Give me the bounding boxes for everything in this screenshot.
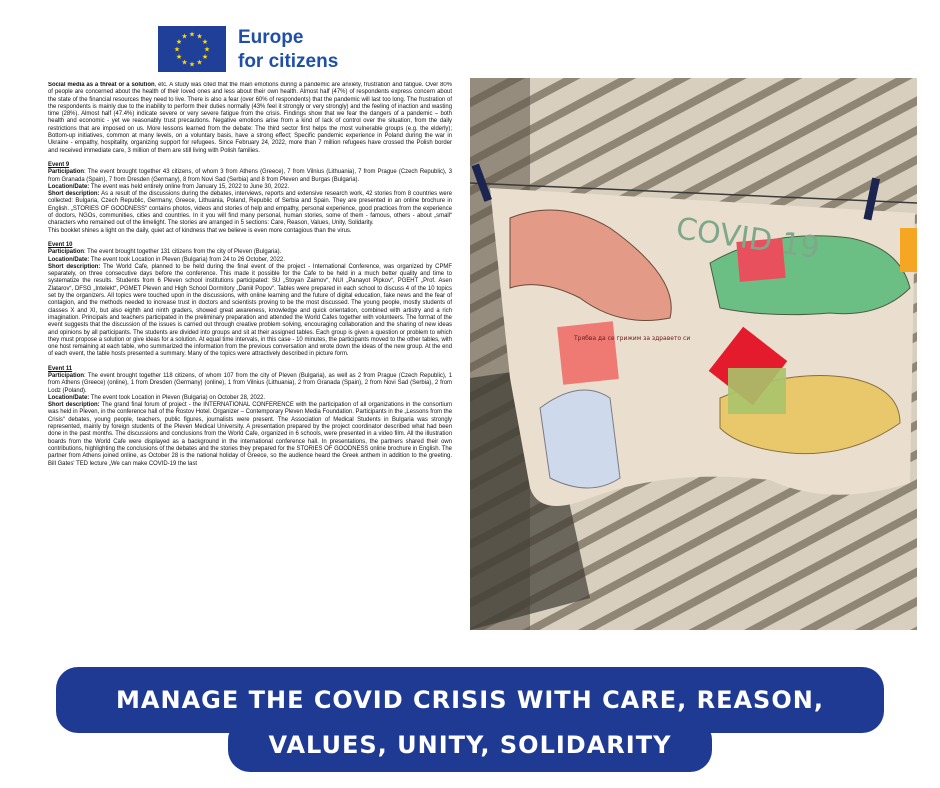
event10-participation-label: Participation bbox=[48, 249, 84, 256]
event9-participation-text: : The event brought together 43 citizens, of whom 3 from Athens (Greece), 7 from Vilnius (Lithuania), 7 from Prague (Czech Republic), 3 from Granada (Spain), 7 from Dresden (Germany), 8 from Novi Sad (Serbia) and 8 from Pleven and Burgas (Bulgaria). bbox=[48, 169, 452, 183]
slogan-line1: MANAGE THE COVID CRISIS WITH CARE, REASON, bbox=[116, 686, 824, 714]
event11-description bbox=[48, 402, 452, 468]
event11-participation bbox=[48, 373, 452, 395]
event10-title: Event 10 bbox=[48, 241, 73, 248]
eu-star-icon: ★ bbox=[175, 39, 183, 46]
event9-title: Event 9 bbox=[48, 161, 70, 168]
eu-star-icon: ★ bbox=[188, 61, 196, 69]
slogan-line2: VALUES, UNITY, SOLIDARITY bbox=[268, 731, 672, 759]
event10-participation bbox=[48, 249, 452, 256]
eu-star-icon: ★ bbox=[201, 39, 209, 46]
event10-short-label: Short description: bbox=[48, 263, 101, 270]
event10-description bbox=[48, 264, 452, 359]
eu-star-icon: ★ bbox=[181, 33, 188, 41]
event10-participation-text: : The event brought together 131 citizens from the city of Pleven (Bulgaria). bbox=[83, 249, 282, 256]
eu-program-title bbox=[238, 26, 338, 74]
event11-participation-text: : The event brought together 118 citizens, of whom 107 from the city of Pleven (Bulgaria), as well as 2 from Prague (Czech Republic), 1 from Athens (Greece) (online), 1 from Dresden (Germany) (online), 1 from Vilnius (Lithuania), 2 from Granada (Spain), 2 from Novi Sad (Serbia), 2 from Lodz (Poland). bbox=[48, 372, 452, 394]
slogan-text bbox=[56, 678, 884, 768]
event9-participation-label: Participation bbox=[48, 169, 84, 176]
poster-covid-text: COVID 19 bbox=[673, 211, 822, 266]
eu-star-icon: ★ bbox=[175, 54, 183, 61]
eu-flag-logo bbox=[158, 26, 226, 72]
event9-location bbox=[48, 184, 452, 191]
event9-participation bbox=[48, 169, 452, 184]
event10-short-text: The World Cafe, planned to be held during the final event of the project - International Conference, was organized by CPMF separately, on three consecutive days before the conference. This made it possible for the Cafe to be held in a much better quality and time to systematize the results. Students from 6 Pleven school institutions participated: SU „Stoyan Zaimov“, NUI „Panayot Pipkov“, PGEHT „Prof. Asen Zlatarov“, DFSG „Intelekt“, PGMET Pleven and High School Dormitory „Daniil Popov“. Tables were prepared in each school to discuss 4 of the 10 topics set by the organizers. All topics were touched upon in the discussions, with online learning and the future of digital education, fake news and the fear of contagion, and the methods needed to increase trust in doctors and scientists proving to be the most discussed. The young people, mostly students of classes X and XI, but also eighth and ninth graders, showed great awareness, knowledge and quick orientation, combined with artistry and a rich imagination. Principals and teachers participated in the preliminary preparation and attended the World Cafes together with volunteers. The format of the event suggests that the discussion of the issues is carried out through creative problem solving, encouraging collaboration and the sharing of new ideas and opinions by all participants. The students are divided into groups and sit at their assigned tables. Each group is given a question or problem to which they must propose a solution or give ideas for a solution. At equal time intervals, in this case - 10 minutes, the participants moved to the other tables, with one host remaining at each table, who summarized the information from the previous conversation and wrote down the ideas of the new group. At the end of each event, the table hosts presented a summary. Many of the topics were attractively described in picture form. bbox=[48, 263, 452, 358]
event11-short-text: The grand final forum of project - the INTERNATIONAL CONFERENCE with the participation of all organizations in the consortium was held in Pleven, in the conference hall of the Rostov Hotel. Organizer – Contemporary Pleven Media Foundation. Participants in the „Lessons from the Crisis“ debates, young people, teachers, public figures, journalists were present. The Association of Medical Students in Bulgaria was strongly represented, mainly by foreign students of the Pleven Medical University. A presentation prepared by the project coordinator described what had been done in the past months. The discussions and conclusions from the World Cafe, organized in 6 schools, were presented in a video film. All the illustration boards from the World Cafe were displayed as a background in the international conference hall. In presentations, the partners shared their own contributions, highlighting the conclusions of the debates and the stories they prepared for the STORIES OF GOODNESS online brochure in English. The partner from Athens joined online, as October 28 is the national holiday of Greece, so the audience heard the Greek anthem in addition to the greeting. Bill Gates' TED lecture „We can make COVID-19 the last bbox=[48, 402, 452, 467]
event11-short-label: Short description: bbox=[48, 402, 100, 409]
intro-lead: Social media as a threat or a solution bbox=[48, 82, 155, 88]
event11-location bbox=[48, 395, 452, 402]
intro-text: , etc. A study was cited that the main emotions during a pandemic are anxiety, frustration and fatigue. Over 80% of people are concerned about the health of their loved ones and less about their own health. Almost half (47%) of respondents express concern about the state of the financial resources they need to live. There is also a fear (over 60% of respondents) that the pandemic will last too long. The frustration of the respondents is mainly due to the inability to perform their duties normally (43% feel it strongly or very strongly) and the feeling of inaction and wasting time (28%). Almost half (47.4%) indicate severe or very severe fatigue from the crisis. Findings show that we fear the dangers of a pandemic – both health and economic - yet we reasonably trust precautions. Negative emotions arise from a kind of lack of control over the situation, from the daily restrictions that are imposed on us. More lessons learned from the debate: The third sector first helps the most vulnerable groups (e.g. the elderly); Bottom-up initiatives, common at many levels, on a voluntary basis, have a strong effect; Specific pandemic experience in Poland during the war in Ukraine - empathy, hospitality, organizing support for refugees. Since February 24, 2022, more than 7 million refugees have crossed the Polish border and received immediate care, 3 million of them are still living with Polish families. bbox=[48, 82, 452, 154]
event10-location-label: Location/Date: bbox=[48, 256, 90, 263]
eu-star-icon: ★ bbox=[173, 46, 181, 54]
event9-short-label: Short description: bbox=[48, 191, 100, 198]
eu-star-icon: ★ bbox=[181, 59, 188, 67]
poster-photo-illustration bbox=[470, 78, 917, 630]
eu-title-line1: Europe bbox=[238, 27, 304, 48]
eu-star-icon: ★ bbox=[201, 54, 209, 61]
report-document bbox=[48, 82, 452, 638]
intro-paragraph bbox=[48, 82, 452, 155]
event9-closing: This booklet shines a light on the daily, quiet act of kindness that we believe is even more contagious than the virus. bbox=[48, 227, 352, 234]
eu-star-icon: ★ bbox=[196, 33, 203, 41]
event11-participation-label: Participation bbox=[48, 372, 84, 379]
event11-location-text: The event took Location in Pleven (Bulgaria) on October 28, 2022. bbox=[89, 394, 266, 401]
event9-description bbox=[48, 191, 452, 227]
event9-short-text: As a result of the discussions during the debates, interviews, reports and extensive research work, 42 stories from 8 countries were collected: Bulgaria, Czech Republic, Germany, Greece, Lithuania, Poland, Republic of Serbia and Spain. They are presented in an online brochure in English. „STORIES OF GOODNESS“ contains photos, videos and stories of help and empathy, personal experience, good practices from the experience of doctors, NGOs, communities, cities and countries. In it you will find many personal, human stories, some of them - famous, others - about „small“ characters who remained out of the limelight. The stories are arranged in 5 sections: Care, Reason, Values, Unity, Solidarity. bbox=[48, 191, 452, 227]
eu-star-icon: ★ bbox=[203, 46, 211, 54]
poster-photo bbox=[470, 78, 917, 630]
event11-title: Event 11 bbox=[48, 365, 73, 372]
event11-location-label: Location/Date: bbox=[48, 394, 90, 401]
event10-location bbox=[48, 257, 452, 264]
eu-star-icon: ★ bbox=[196, 59, 203, 67]
eu-star-icon: ★ bbox=[188, 31, 196, 39]
eu-stars-icon bbox=[158, 26, 226, 72]
event9-location-label: Location/Date: bbox=[48, 183, 90, 190]
sticky-note-text: Трябва да се грижим за здравето си bbox=[574, 335, 691, 342]
event10-location-text: The event took Location in Pleven (Bulgaria) from 24 to 26 October, 2022. bbox=[89, 256, 285, 263]
eu-title-line2: for citizens bbox=[238, 51, 339, 72]
event9-location-text: The event was held entirely online from January 15, 2022 to June 30, 2022. bbox=[89, 183, 290, 190]
